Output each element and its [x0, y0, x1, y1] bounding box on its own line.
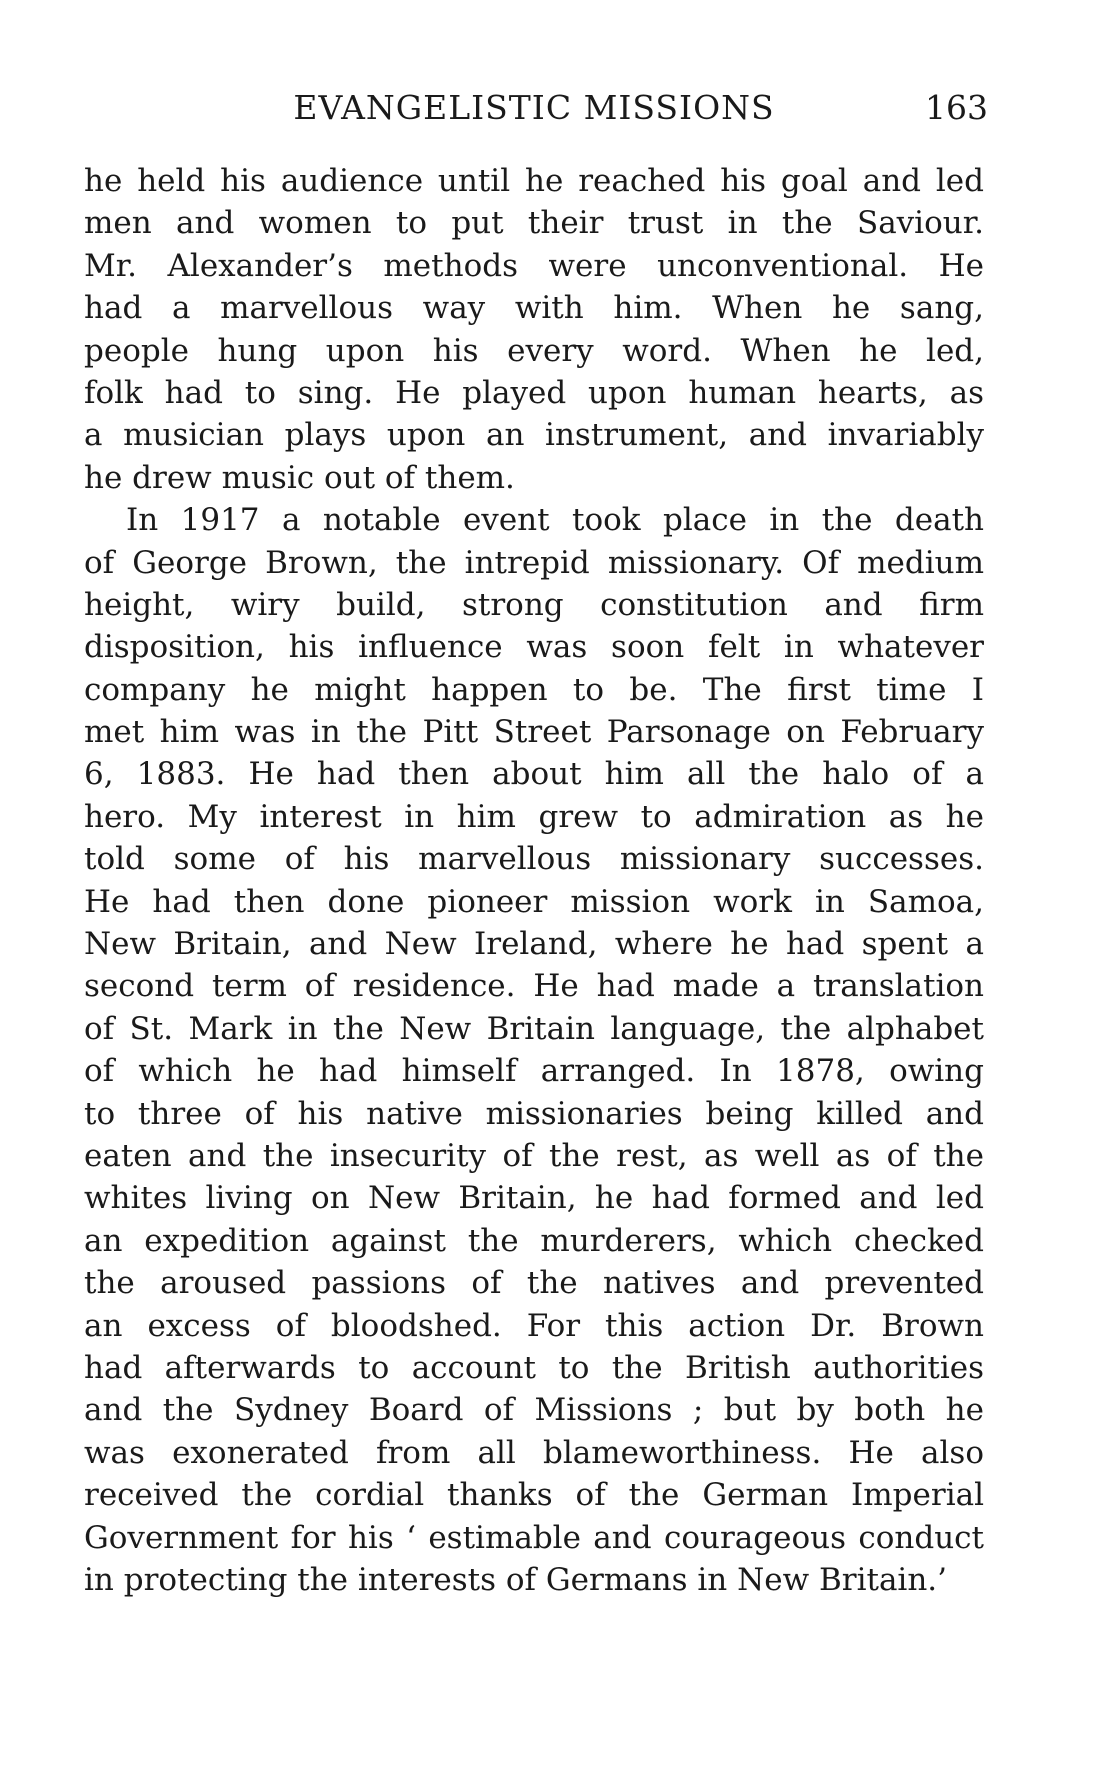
paragraph-2 [84, 499, 984, 1601]
text-line: had a marvellous way with him. When he sang, [84, 290, 984, 327]
text-line: told some of his marvellous missionary successes. [84, 841, 984, 878]
text-line: an expedition against the murderers, which checked [84, 1222, 984, 1259]
text-line: had afterwards to account to the British authorities [84, 1349, 984, 1386]
text-line: of George Brown, the intrepid missionary. Of medium [84, 544, 984, 581]
text-line: an excess of bloodshed. For this action Dr. Brown [84, 1307, 984, 1344]
text-line: folk had to sing. He played upon human hearts, as [84, 374, 984, 411]
running-title: EVANGELISTIC MISSIONS [293, 88, 775, 127]
running-head [84, 88, 988, 138]
text-line: and the Sydney Board of Missions ; but by both he [84, 1392, 984, 1429]
text-line: of which he had himself arranged. In 1878, owing [84, 1053, 984, 1090]
text-line: to three of his native missionaries being killed and [84, 1095, 984, 1132]
paragraph-1 [84, 160, 984, 499]
text-line: 6, 1883. He had then about him all the halo of a [84, 756, 984, 793]
text-line: received the cordial thanks of the German Imperial [84, 1477, 984, 1514]
text-line: people hung upon his every word. When he led, [84, 332, 984, 369]
text-line: the aroused passions of the natives and prevented [84, 1265, 984, 1302]
text-line: In 1917 a notable event took place in the death [126, 502, 984, 539]
text-line: men and women to put their trust in the Saviour. [84, 205, 984, 242]
body-text [84, 160, 984, 1601]
text-line: whites living on New Britain, he had formed and led [84, 1180, 984, 1217]
text-line: company he might happen to be. The first time I [84, 671, 984, 708]
text-line: met him was in the Pitt Street Parsonage on February [84, 714, 984, 751]
text-line: disposition, his influence was soon felt in whatever [84, 629, 984, 666]
text-line: he held his audience until he reached his goal and led [84, 163, 984, 199]
text-line: height, wiry build, strong constitution and firm [84, 586, 984, 623]
text-line: in protecting the interests of Germans in New Britain.’ [84, 1561, 948, 1598]
text-line: a musician plays upon an instrument, and invariably [84, 417, 984, 454]
text-line: was exonerated from all blameworthiness. He also [84, 1434, 984, 1471]
text-line: Government for his ‘ estimable and courageous conduct [84, 1519, 984, 1556]
text-line: Mr. Alexander’s methods were unconventional. He [84, 247, 984, 284]
text-line: second term of residence. He had made a translation [84, 968, 984, 1005]
page-number: 163 [925, 88, 988, 127]
text-line: New Britain, and New Ireland, where he had spent a [84, 926, 984, 963]
text-line: of St. Mark in the New Britain language, the alphabet [84, 1010, 984, 1047]
text-line: eaten and the insecurity of the rest, as well as of the [84, 1137, 984, 1174]
text-line: hero. My interest in him grew to admiration as he [84, 798, 984, 835]
text-line: He had then done pioneer mission work in Samoa, [84, 883, 984, 920]
text-line: he drew music out of them. [84, 459, 515, 496]
